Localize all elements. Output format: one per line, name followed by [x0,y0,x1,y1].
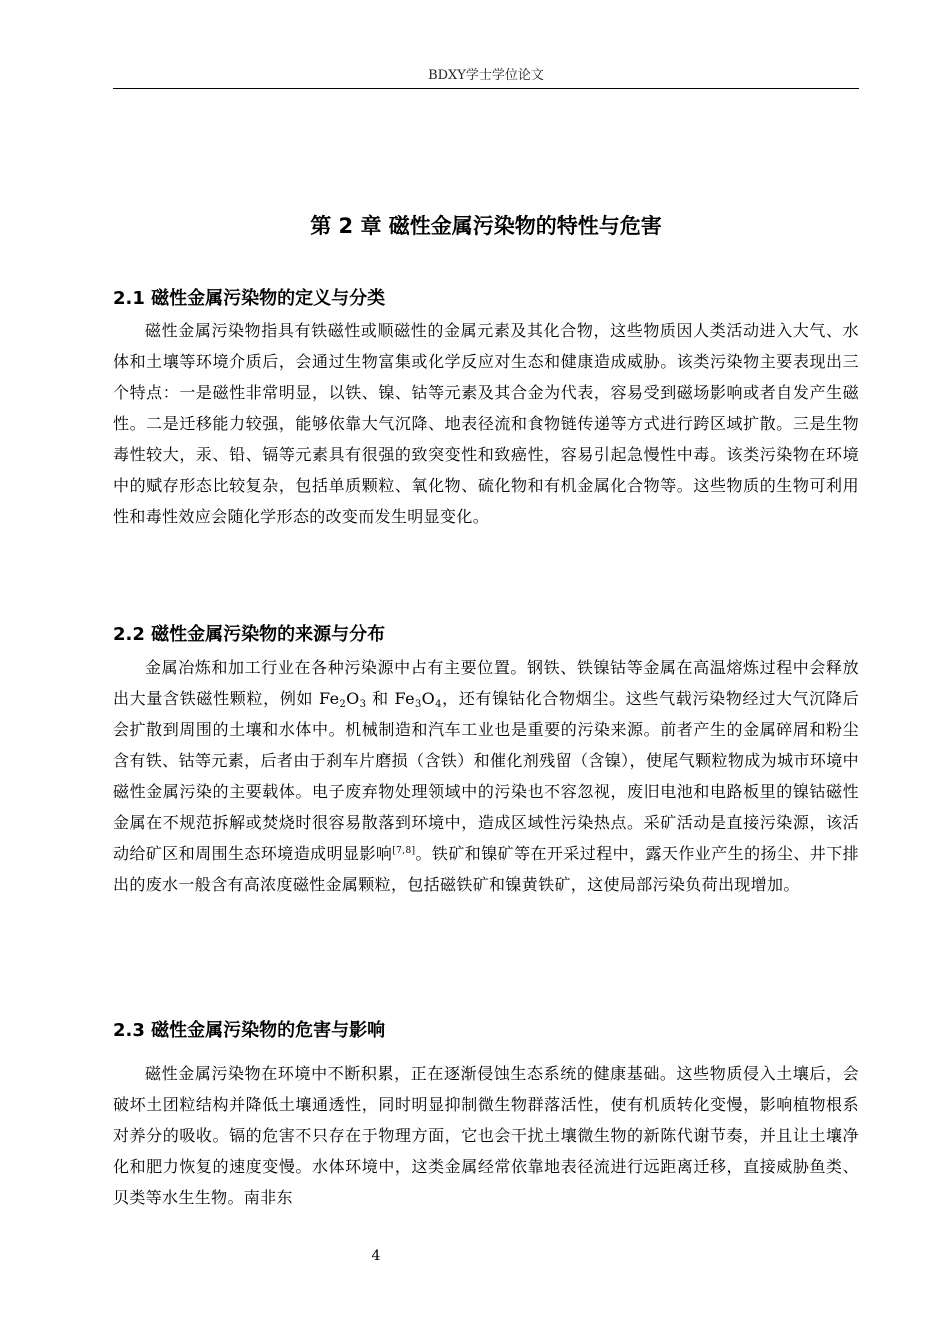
subscript: 2 [339,699,347,710]
section-paragraph-2-3: 磁性金属污染物在环境中不断积累，正在逐渐侵蚀生态系统的健康基础。这些物质侵入土壤后，会破坏土团粒结构并降低土壤通透性，同时明显抑制微生物群落活性，使有机质转化变慢，影响植物根系对养分的吸收。镉的危害不只存在于物理方面，它也会干扰土壤微生物的新陈代谢节奏，并且让土壤净化和肥力恢复的速度变慢。水体环境中，这类金属经常依靠地表径流进行远距离迁移，直接威胁鱼类、贝类等水生生物。南非东 [113,1064,859,1207]
section-heading-2-2: 2.2 磁性金属污染物的来源与分布 [113,624,386,645]
paragraph-text: 。铁矿和镍矿等在开采过程中，露天作业产生的扬尘、井下排出的废水一般含有高浓度磁性金属颗粒，包括磁铁矿和镍黄铁矿，这使局部污染负荷出现增加。 [113,844,860,894]
paragraph-text: ，还有镍钴化合物烟尘。这些气载污染物经过大气沉降后会扩散到周围的土壤和水体中。机械制造和汽车工业也是重要的污染来源。前者产生的金属碎屑和粉尘含有铁、钴等元素，后者由于刹车片磨损（含铁）和催化剂残留（含镍），使尾气颗粒物成为城市环境中磁性金属污染的主要载体。电子废弃物处理领域中的污染也不容忽视，废旧电池和电路板里的镍钴磁性金属在不规范拆解或焚烧时很容易散落到环境中，造成区域性污染热点。采矿活动是直接污染源，该活动给矿区和周围生态环境造成明显影响 [113,689,859,863]
section-heading-2-1: 2.1 磁性金属污染物的定义与分类 [113,288,386,309]
section-paragraph-2-2 [113,652,859,900]
paragraph-text: 金属冶炼和加工行业在各种污染源中占有主要位置。钢铁、铁镍钴等金属在高温熔炼过程中会释放出大量含铁磁性颗粒，例如 Fe [113,658,859,708]
subscript: 3 [359,699,367,710]
subscript: 3 [414,699,422,710]
citation-marker: [7,8] [392,846,416,856]
page-number: 4 [371,1248,381,1264]
formula-text: 和 Fe [366,689,415,708]
subscript: 4 [435,699,442,710]
formula-text: O [346,689,360,708]
formula-text: O [421,689,436,708]
chapter-title: 第 2 章 磁性金属污染物的特性与危害 [310,214,662,238]
section-paragraph-2-1: 磁性金属污染物指具有铁磁性或顺磁性的金属元素及其化合物，这些物质因人类活动进入大气、水体和土壤等环境介质后，会通过生物富集或化学反应对生态和健康造成威胁。该类污染物主要表现出三个特点：一是磁性非常明显，以铁、镍、钴等元素及其合金为代表，容易受到磁场影响或者自发产生磁性。二是迁移能力较强，能够依靠大气沉降、地表径流和食物链传递等方式进行跨区域扩散。三是生物毒性较大，汞、铅、镉等元素具有很强的致突变性和致癌性，容易引起急慢性中毒。该类污染物在环境中的赋存形态比较复杂，包括单质颗粒、氧化物、硫化物和有机金属化合物等。这些物质的生物可利用性和毒性效应会随化学形态的改变而发生明显变化。 [113,321,859,526]
page-header [113,66,859,89]
header-title: BDXY学士学位论文 [428,68,544,83]
section-heading-2-3: 2.3 磁性金属污染物的危害与影响 [113,1020,386,1041]
